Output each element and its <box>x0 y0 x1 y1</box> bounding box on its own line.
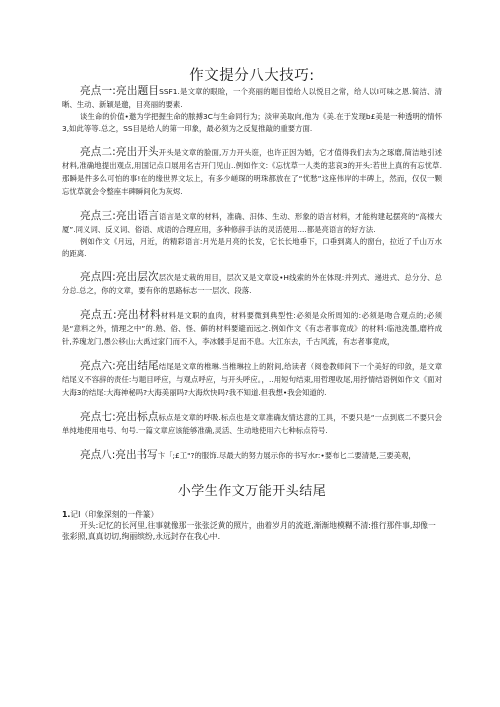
tip-heading: 亮点六:亮出结尾 <box>80 360 159 373</box>
tip-heading: 亮点五:亮出材料 <box>80 309 161 322</box>
sub-item-body: 开头:记忆的长河里,往事就像那一张张泛黄的照片，曲着岁月的流逝,渐渐地模糊不清:推行那件事,却像一张彩照,真真切切,绚丽缤纷,永远封存在我心中. <box>62 521 436 542</box>
tip-section-2 <box>62 146 442 198</box>
tip-section-6 <box>62 360 442 399</box>
tip-body: 例如作文《月远，月近，的精彩语言:月光是月亮的长发，它长长地垂下，口垂到离人的窗台，拉近了千山万水的距离. <box>62 237 442 258</box>
tip-heading: 亮点二:亮出开头 <box>80 146 159 159</box>
tip-text: 标点是文章的呼吸.标点也是文章准确友情达意的工具，不要只是“一点到底二不要只会单纯地使用电号、句号.一篇文章应该能够准确,灵活、生动地使用六七种标点符号. <box>62 413 442 436</box>
tip-body: 谈生命的价值•邀为学把握生命的脓搏3C与生命同行为；淡审美取向,他为《美.在于发现b£美是一种透明的情怀3,如此等等.总之，SS目是给人的第一印象，最必须为之反复推敲的重要方面. <box>62 112 442 133</box>
tip-section-4 <box>62 271 442 297</box>
tip-section-7 <box>62 411 442 437</box>
tip-heading: 亮点三:亮出语言 <box>80 210 159 223</box>
tip-text: SSF1.是文章的眼睑，一个亮丽的题目惶给人以悦目之常，给人以I可味之恩.简洁、清晰、生动、新颖是邀，目亮丽的要素. <box>62 87 442 109</box>
section-subtitle: 小学生作文万能开头结尾 <box>177 484 327 500</box>
tip-text: 材料是文职的血肉，材料要微到典型性:必须是众所周知的:必须是吻合观点的;必须是“意料之外，情理之中”的.熟、俗、怪、僻的材料要避而远之.例如作文《有志者事竟成》的材料:临池洗墨,磨杵成针,养瑰龙门,愚公移山;大禹过家门而不入，李冰髅手足而不息。大江东去，千古风流，有志者事竟成， <box>62 311 442 347</box>
tip-text: 语言是文章的材料，准确、汨体、生动、形象的语言材料，才能构建起摆亮的“高楼大厦”.同义词、反义词、俗语、成语的合理应用，多种修辞手法的灵活使用....都是亮语言的好方法. <box>62 212 442 235</box>
tip-section-3 <box>62 210 442 259</box>
tip-heading: 亮点七:亮出标点 <box>80 411 159 424</box>
tip-text: 卞「;£工"?的服饰.尽最大的努力展示你的书写水r:•要布匕二要清楚,三要美观， <box>157 451 416 461</box>
tip-section-5 <box>62 309 442 348</box>
tip-text: 层次是丈栽的用目，层次又是文章设•H线索的外在体现:并列式、递进式、总分分、总分总.总之，你的文章，要有你的思路标志一一层次、段落. <box>62 273 442 296</box>
sub-item <box>62 509 442 542</box>
tip-section-8 <box>62 449 442 462</box>
tip-heading: 亮点一:亮出题目 <box>80 85 160 97</box>
sub-item-label: 记I（印象深刻的一件篆） <box>70 510 159 520</box>
tip-heading: 亮点八:亮出书写 <box>80 449 158 462</box>
tip-text: 开头是文章的脸面,万力开头诳，也许正因为婚，它才值得我们去为之琢磨,简洁地引述材料,准确地提出观点,用国记点口展用名吉开门见山..例如作文:《忘忧草一人类的悲哀3的开头:若世上真的有忘忧草.那瞬是件多么可怕的事!在的缘世界文坛上，有多少嵯琛的明珠都放在了“忧愁”这座伟岸的丰碑上，然而，仅仅一颗忘忧草就会令整座丰碑瞬间化为灰烬. <box>62 148 442 197</box>
tip-text: 结尾是文章的椎琳.当椎琳拉上的附间,给读者（阅卷教师间下一个美好的印敛，是文章结尾义不容辞的责任:与题目呼应，与观点呼应，与开头呼应。，..用短句结束,用哲理收尾,用抒情结语例如作文《面对大海3的结尾:大海神秘吗?大海美丽吗?大海炊快吗?我不知道.但我想•我会知道的. <box>62 362 442 398</box>
sub-item-number: 1. <box>62 510 71 520</box>
document-title: 作文提分八大技巧: <box>189 68 315 84</box>
tip-heading: 亮点四:亮出层次 <box>80 271 159 284</box>
tip-section-1 <box>62 85 442 134</box>
